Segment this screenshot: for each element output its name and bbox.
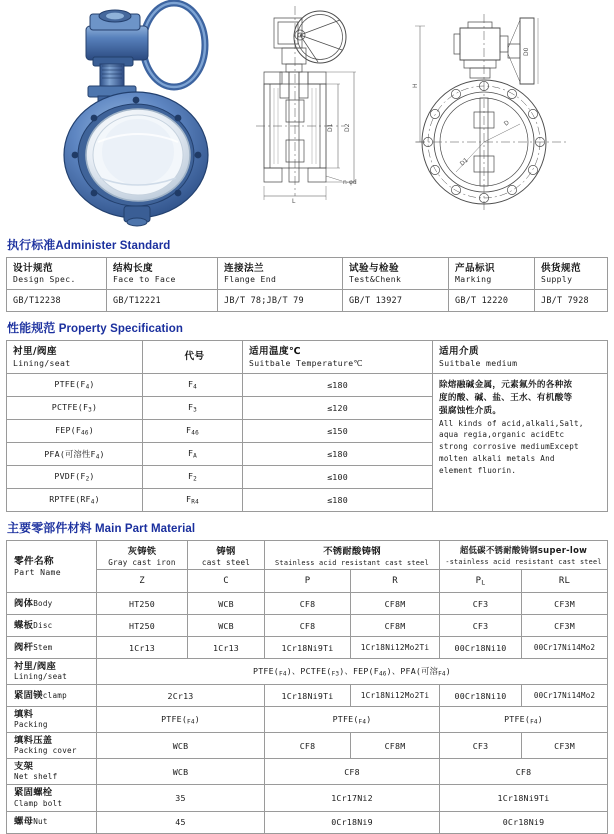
prop-col-cn: 适用温度℃ xyxy=(249,346,301,358)
prop-col-cn: 衬里/阀座 xyxy=(13,346,57,358)
table-row xyxy=(7,707,608,733)
std-col-header xyxy=(107,258,218,290)
mat-col-header-partname xyxy=(7,541,97,593)
part-name-cell: 衬里/阀座 Lining/seat xyxy=(7,659,97,685)
property-heading xyxy=(7,319,614,336)
lining-code: $F_{46}$ xyxy=(143,420,243,443)
std-col-en: Marking xyxy=(455,274,492,285)
prop-col-header-medium xyxy=(433,341,608,374)
material-cell-merged: $PTFE(_{F4})$ xyxy=(97,707,265,733)
material-cell-merged: $PTFE(_{F4})$、$PCTFE(_{F3})$、$FEP(F_{46})$、PFA(可溶$_{F4}$) xyxy=(97,659,608,685)
std-col-header xyxy=(218,258,343,290)
mat-group-header xyxy=(97,541,188,570)
group-en: Stainless acid resistant cast steel xyxy=(275,559,429,567)
material-cell: 1Cr13 xyxy=(97,637,188,659)
material-cell-merged: 2Cr13 xyxy=(97,685,265,707)
svg-text:L: L xyxy=(292,198,296,205)
svg-text:H: H xyxy=(412,83,419,88)
material-cell: CF3 xyxy=(440,593,522,615)
group-cn: 铸钢 xyxy=(216,546,236,557)
material-cell-merged: CF8 xyxy=(440,759,608,785)
part-name-cell: 紧固螺栓 Clamp bolt xyxy=(7,785,97,811)
group-cn: 不锈耐酸铸钢 xyxy=(323,546,381,557)
mat-code-header: R xyxy=(351,570,440,593)
std-value: GB/T12221 xyxy=(107,290,218,312)
std-col-cn: 试验与检验 xyxy=(349,262,399,274)
std-col-en: Supply xyxy=(541,274,573,285)
lining-name: $PTFE(F_4)$ xyxy=(7,374,143,397)
std-col-en: Face to Face xyxy=(113,274,176,285)
table-row xyxy=(7,290,608,312)
material-cell: CF8 xyxy=(265,593,351,615)
table-row xyxy=(7,811,608,833)
lining-temp: ≤120 xyxy=(243,397,433,420)
std-value: GB/T12238 xyxy=(7,290,107,312)
std-col-cn: 供货规范 xyxy=(541,262,581,274)
group-en: Gray cast iron xyxy=(108,558,176,567)
svg-text:D1: D1 xyxy=(327,123,334,132)
gearbox-graphic xyxy=(86,10,148,66)
table-row xyxy=(7,374,608,397)
std-col-header xyxy=(343,258,449,290)
material-cell: 1Cr13 xyxy=(188,637,265,659)
valve-front-drawing xyxy=(412,0,608,232)
std-col-cn: 设计规范 xyxy=(13,262,53,274)
svg-text:D2: D2 xyxy=(344,123,351,132)
lining-temp: ≤150 xyxy=(243,420,433,443)
administer-standard-table xyxy=(6,257,608,312)
lining-name: $PCTFE(F_3)$ xyxy=(7,397,143,420)
table-row xyxy=(7,615,608,637)
material-heading xyxy=(7,519,614,536)
table-row xyxy=(7,637,608,659)
lining-name: $RPTFE(RF_4)$ xyxy=(7,489,143,512)
material-cell-merged: 1Cr18Ni9Ti xyxy=(440,785,608,811)
material-cell: 00Cr18Ni10 xyxy=(440,685,522,707)
butterfly-valve-photo xyxy=(38,0,238,232)
material-cell: 1Cr18Ni9Ti xyxy=(265,685,351,707)
material-cell-merged: 45 xyxy=(97,811,265,833)
material-heading-en: Main Part Material xyxy=(91,523,196,535)
lining-code: $F_{R4}$ xyxy=(143,489,243,512)
svg-text:D0: D0 xyxy=(523,47,530,56)
material-cell: 1Cr18Ni12Mo2Ti xyxy=(351,685,440,707)
mat-code-header: C xyxy=(188,570,265,593)
svg-text:D1: D1 xyxy=(458,156,470,168)
property-heading-en: Property Specification xyxy=(55,323,183,335)
table-row xyxy=(7,733,608,759)
svg-text:D: D xyxy=(502,119,511,128)
material-heading-cn: 主要零部件材料 xyxy=(7,521,92,535)
material-cell: CF8M xyxy=(351,615,440,637)
material-cell: 00Cr18Ni10 xyxy=(440,637,522,659)
table-row xyxy=(7,593,608,615)
table-header-row xyxy=(7,541,608,570)
lining-temp: ≤180 xyxy=(243,443,433,466)
std-value: GB/T 13927 xyxy=(343,290,449,312)
material-cell: HT250 xyxy=(97,615,188,637)
std-col-cn: 连接法兰 xyxy=(224,262,264,274)
suitable-medium-cell: 除熔融碱金属，元素氟外的各种浓 度的酸、碱、盐、王水、有机酸等 强腐蚀性介质。 All kinds of acid,alkali,Salt, aqua regia,organic acidEtc strong corrosive mediumExcept molten alkali metals And element fluorin. xyxy=(433,374,608,512)
part-name-cell: 阀体Body xyxy=(7,593,97,615)
material-cell: CF3M xyxy=(522,593,608,615)
mat-code-header: P xyxy=(265,570,351,593)
table-header-row xyxy=(7,570,608,593)
lining-code: $F_A$ xyxy=(143,443,243,466)
material-cell-merged: CF8 xyxy=(265,759,440,785)
property-specification-table xyxy=(6,340,608,512)
mat-group-header xyxy=(440,541,608,570)
material-cell-merged: 35 xyxy=(97,785,265,811)
material-cell: CF3M xyxy=(522,733,608,759)
material-cell: CF8M xyxy=(351,733,440,759)
partname-cn: 零件名称 xyxy=(14,555,54,567)
prop-col-header-lining xyxy=(7,341,143,374)
std-col-en: Flange End xyxy=(224,274,277,285)
material-cell: CF3 xyxy=(440,733,522,759)
material-cell-merged: WCB xyxy=(97,733,265,759)
material-cell-merged: 0Cr18Ni9 xyxy=(265,811,440,833)
mat-code-header: $P_L$ xyxy=(440,570,522,593)
material-cell: CF3 xyxy=(440,615,522,637)
table-header-row xyxy=(7,341,608,374)
prop-col-header-temp xyxy=(243,341,433,374)
lining-temp: ≤100 xyxy=(243,466,433,489)
table-header-row xyxy=(7,258,608,290)
lining-name: $FEP(F_{46})$ xyxy=(7,420,143,443)
lining-code: $F_2$ xyxy=(143,466,243,489)
material-cell: CF8 xyxy=(265,733,351,759)
std-col-cn: 结构长度 xyxy=(113,262,153,274)
part-name-cell: 阀杆Stem xyxy=(7,637,97,659)
std-col-header xyxy=(7,258,107,290)
material-cell-merged: 0Cr18Ni9 xyxy=(440,811,608,833)
group-en: cast steel xyxy=(201,558,251,567)
std-col-header xyxy=(449,258,535,290)
standards-heading-en: Administer Standard xyxy=(55,240,171,252)
material-cell-merged: 1Cr17Ni2 xyxy=(265,785,440,811)
valve-section-drawing xyxy=(252,0,402,232)
valve-body-graphic xyxy=(64,92,208,226)
prop-col-cn: 代号 xyxy=(184,351,205,363)
standards-heading-cn: 执行标准 xyxy=(7,238,56,252)
lining-code: $F_3$ xyxy=(143,397,243,420)
material-cell: WCB xyxy=(188,593,265,615)
std-col-en: Design Spec. xyxy=(13,274,76,285)
group-cn: 超低碳不锈耐酸铸钢super-low xyxy=(459,545,588,555)
std-col-header xyxy=(535,258,608,290)
partname-en: Part Name xyxy=(14,567,62,578)
property-heading-cn: 性能规范 xyxy=(7,321,56,335)
material-cell-merged: $PTFE(_{F4})$ xyxy=(265,707,440,733)
mat-group-header xyxy=(265,541,440,570)
std-value: JB/T 7928 xyxy=(535,290,608,312)
lining-name: PFA(可溶性$F_4$) xyxy=(7,443,143,466)
table-row xyxy=(7,659,608,685)
lining-temp: ≤180 xyxy=(243,489,433,512)
material-cell: WCB xyxy=(188,615,265,637)
prop-col-cn: 适用介质 xyxy=(439,346,479,358)
material-cell-merged: $PTFE(_{F4})$ xyxy=(440,707,608,733)
part-name-cell: 填料压盖 Packing cover xyxy=(7,733,97,759)
prop-col-en: Suitbale Temperature℃ xyxy=(249,357,363,368)
std-col-cn: 产品标识 xyxy=(455,262,495,274)
group-cn: 灰铸铁 xyxy=(127,546,157,557)
group-en: -stainless acid resistant cast steel xyxy=(445,558,602,566)
part-name-cell: 蝶板Disc xyxy=(7,615,97,637)
figures-strip xyxy=(0,0,614,236)
mat-group-header xyxy=(188,541,265,570)
part-name-cell: 支架 Net shelf xyxy=(7,759,97,785)
prop-col-en: Suitbale medium xyxy=(439,357,518,368)
table-row xyxy=(7,685,608,707)
material-cell: 1Cr18Ni12Mo2Ti xyxy=(351,637,440,659)
table-row xyxy=(7,759,608,785)
part-name-cell: 填料 Packing xyxy=(7,707,97,733)
lining-code: $F_4$ xyxy=(143,374,243,397)
std-col-en: Test&Chenk xyxy=(349,274,402,285)
prop-col-en: Lining/seat xyxy=(13,357,71,368)
material-cell: 00Cr17Ni14Mo2 xyxy=(522,685,608,707)
mat-code-header: RL xyxy=(522,570,608,593)
part-name-cell: 螺母Nut xyxy=(7,811,97,833)
svg-text:n-φd: n-φd xyxy=(343,179,357,186)
material-cell: CF3M xyxy=(522,615,608,637)
lining-name: $PVDF(F_2)$ xyxy=(7,466,143,489)
mat-code-header: Z xyxy=(97,570,188,593)
material-cell: 00Cr17Ni14Mo2 xyxy=(522,637,608,659)
material-cell: 1Cr18Ni9Ti xyxy=(265,637,351,659)
prop-col-header-code xyxy=(143,341,243,374)
table-row xyxy=(7,785,608,811)
material-cell-merged: WCB xyxy=(97,759,265,785)
lining-temp: ≤180 xyxy=(243,374,433,397)
material-cell: CF8 xyxy=(265,615,351,637)
part-name-cell: 紧固镁clamp xyxy=(7,685,97,707)
standards-heading xyxy=(7,236,614,253)
main-part-material-table xyxy=(6,540,608,834)
material-cell: HT250 xyxy=(97,593,188,615)
std-value: JB/T 78;JB/T 79 xyxy=(218,290,343,312)
material-cell: CF8M xyxy=(351,593,440,615)
std-value: GB/T 12220 xyxy=(449,290,535,312)
